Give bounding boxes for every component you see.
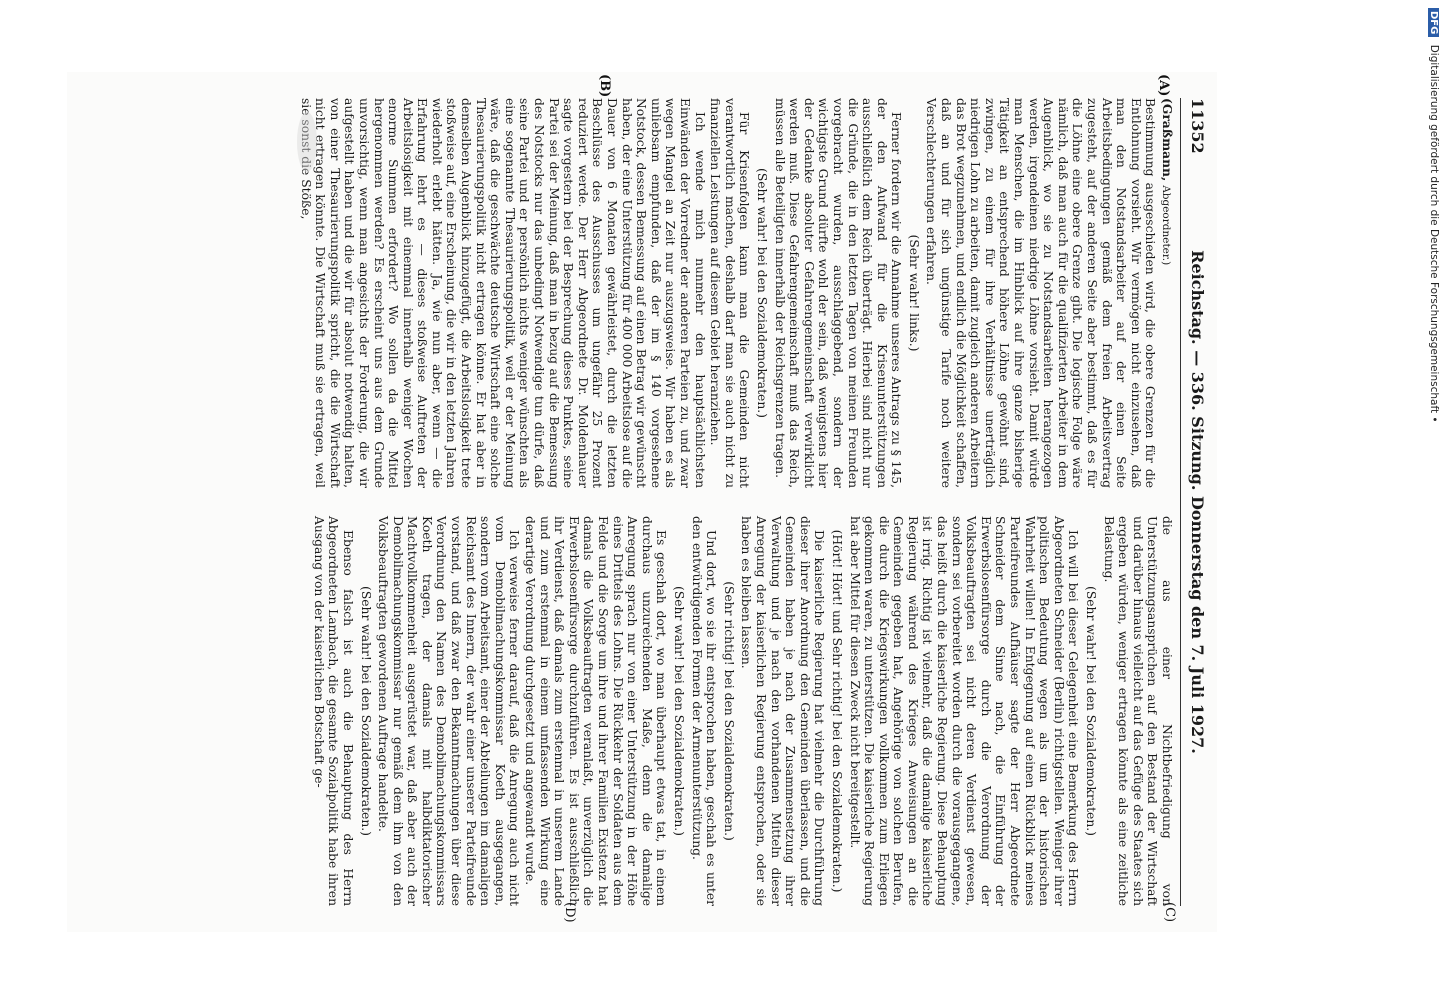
- margin-marker-c: (C): [1162, 902, 1177, 923]
- paragraph: die aus einer Nichtbefriedigung von Unterstützungsansprüchen auf den Bestand der Wirtschaft und darüber hinaus vielleicht auf das Gefüge des Staates sich ergeben würden, weniger ertragen könnte als eine zeitliche Belastung.: [1101, 516, 1174, 906]
- paragraph: Bestimmung ausgeschieden wird, die obere Grenzen für die Entlohnung vorsieht. Wir vermögen nicht einzusehen, daß man den Notstandsarbeiter auf der einen Seite Arbeitsbedingungen gemäß dem freien Arbeitsvertrag zugesteht, auf der anderen Seite aber bestimmt, daß es für die Löhne eine obere Grenze gibt. Die logische Folge wäre nämlich, daß man auch für die qualifizierten Arbeiter in dem Augenblick, wo sie zu Notstandsarbeiten herangezogen werden, irgendeinen niedrige Löhne vorsieht. Damit würde man Menschen, die im Hinblick auf ihre ganze bisherige Tätigkeit an entsprechend höhere Löhne gewöhnt sind, zwingen, zu einem für ihre Verhältnisse unerträglich niedrigen Lohn zu arbeiten, damit zugleich anderen Arbeitern das Brot wegzunehmen, und endlich die Möglichkeit schaffen, daß an und für sich ungünstige Tarife noch weitere Verschlechterungen erfahren.: [924, 98, 1158, 488]
- paragraph: Ich will bei dieser Gelegenheit eine Bemerkung des Herrn Abgeordneten Schneider (Berlin) richtigstellen. Weniger ihrer politischen Bedeutung wegen als um der historischen Wahrheit willen! In Entgegnung auf einen Rückblick meines Parteifreundes Aufhäuser sagte der Herr Abgeordnete Schneider dem Sinne nach, die Einführung der Erwerbslosenfürsorge durch die Verordnung der Volksbeauftragten sei nicht deren Verdienst gewesen, sondern sei vorbereitet worden durch die vorausgegangene, das heißt durch die kaiserliche Regierung. Diese Behauptung ist irrig. Richtig ist vielmehr, daß die damalige kaiserliche Regierung während des Krieges Anweisungen an die Gemeinden gegeben hat, Angehörige von solchen Berufen, die durch die Kriegswirkungen vollkommen zum Erliegen gekommen waren, zu unterstützen. Die kaiserliche Regierung hat aber Mittel für diesen Zweck nicht bereitgestellt.: [847, 516, 1081, 906]
- page-title: Reichstag. — 336. Sitzung. Donnerstag den 7. Juli 1927.: [1188, 250, 1207, 754]
- reaction: (Sehr wahr! bei den Sozialdemokraten.): [358, 586, 373, 836]
- paragraph: Ferner fordern wir die Annahme unseres Antrags zu § 145, der den Aufwand für die Krisenunterstützungen ausschließlich dem Reich überträgt. Hierbei sind nicht nur die Gründe, die in den letzten Tagen von meinen Freunden vorgebracht wurden, ausschlaggebend, sondern der wichtigste Grund dürfte wohl der sein, daß wenigstens hier der Gedanke absoluter Gefahrengemeinschaft verwirklicht werden muß. Diese Gefahrengemeinschaft muß das Reich, müssen alle Beteiligten innerhalb der Reichsgrenzen tragen.: [772, 98, 904, 488]
- paragraph: Ich wende mich nunmehr den hauptsächlichsten Einwänden der Vorredner der anderen Parteien zu, und zwar wegen Mangel an Zeit nur auszugsweise. Wir haben es als unliebsam empfunden, daß der im § 140 vorgesehene Notstock, dessen Bemessung auf einen Betrag wir gewünscht haben, der eine Unterstützung für 400 000 Arbeitslose auf die Dauer von 6 Monaten gewährleistet, durch die letzten Beschlüsse des Ausschusses um ungefähr 25 Prozent reduziert werde. Der Herr Abgeordnete Dr. Moldenhauer sagte vorgestern bei der Besprechung dieses Punktes, seine Partei sei der Meinung, daß man in bezug auf die Bemessung des Notstocks nur das unbedingt Notwendige tun dürfe, daß seine Partei und er persönlich nichts weniger wünschten als eine sogenannte Thesaurierungspolitik, weil er der Meinung wäre, daß die geschwächte deutsche Wirtschaft eine solche Thesaurierungspolitik nicht ertragen könne. Er hat aber in demselben Augenblick hinzugefügt, die Arbeitslosigkeit trete stoßweise auf, eine Erscheinung, die wir in den letzten Jahren wiederholt erlebt hätten. Ja, wie nun aber, wenn — die Erfahrung lehrt es — dieses stoßweise Auftreten der Arbeitslosigkeit mit einemmal innerhalb weniger Wochen enorme Summen erfordert? Wo sollen da die Mittel hergenommen werden? Es erscheint uns aus dem Grunde unvorsichtig, wenn man angesichts der Forderung, die wir aufgestellt haben und die wir für absolut notwendig halten, von einer Thesaurierungspolitik spricht, die die Wirtschaft nicht ertragen könnte. Die Wirtschaft muß sie ertragen, weil sie sonst die Stöße,: [298, 98, 707, 488]
- dfg-attribution-strip: [1422, 8, 1440, 1008]
- text-columns: [297, 98, 1180, 906]
- reaction: (Hört! Hört! und Sehr richtig! bei den Sozialdemokraten.): [829, 529, 844, 893]
- column-right: [297, 516, 1174, 906]
- column-left: [297, 98, 1174, 488]
- reaction: (Sehr wahr! bei den Sozialdemokraten.): [754, 168, 769, 418]
- dfg-logo: DFG: [1428, 8, 1439, 37]
- paragraph: Und dort, wo sie ihr entsprochen haben, geschah es unter den entwürdigenden Formen der Armenunterstützung.: [689, 516, 719, 906]
- speaker-name: (Graßmann,: [1160, 98, 1175, 182]
- reaction: (Sehr wahr! bei den Sozialdemokraten.): [1084, 586, 1099, 836]
- reaction: (Sehr wahr! links.): [906, 234, 921, 352]
- paragraph: Ich verweise ferner darauf, daß die Anregung auch nicht vom Demobilmachungskommissar Koeth ausgegangen, sondern vom Arbeitsamt, einer der Abteilungen im damaligen Reichsamt des Innern, der wahr einer unserer Parteifreunde vorstand, und daß zwar den Bekanntmachungen über diese Verordnung den Namen des Demobilmachungskommissars Koeth tragen, der damals mit halbdiktatorischer Machtvollkommenheit ausgerüstet war, daß aber auch der Demobilmachungskommissar nur gemäß dem ihm von den Volksbeauftragten gewordenen Auftrage handelte.: [376, 516, 522, 906]
- speaker-line: [1158, 98, 1174, 488]
- margin-marker-d: (D): [562, 902, 577, 923]
- paragraph: Es geschah dort, wo man überhaupt etwas tat, in einem durchaus unzureichenden Maße, denn die damalige Anregung sprach nur von einer Unterstützung in der Höhe eines Drittels des Lohns. Die Rückkehr der Soldaten aus dem Felde und die Sorge um ihre und ihrer Familien Existenz hat damals die Volksbeauftragten veranlaßt, unverzüglich die Erwerbslosenfürsorge durchzuführen. Es ist ausschließlich ihr Verdienst, daß damals zum erstenmal in unserem Lande und zum erstenmal in einem umfassenden Wirkung eine derartige Verordnung durchgesetzt und angewandt wurde.: [523, 516, 669, 906]
- dfg-attribution-text: Digitalisierung gefördert durch die Deutsche Forschungsgemeinschaft •: [1428, 44, 1440, 423]
- reaction: (Sehr wahr! bei den Sozialdemokraten.): [672, 586, 686, 836]
- paragraph: Die kaiserliche Regierung hat vielmehr die Durchführung dieser ihrer Anordnung den Gemeinden überlassen, und die Gemeinden haben je nach der Zusammensetzung ihrer Verwaltung und je nach den vorhandenen Mitteln dieser Anregung der kaiserlichen Regierung entsprochen, oder sie haben es bleiben lassen.: [739, 516, 827, 906]
- page-header: [1180, 98, 1211, 906]
- page-number: 11352: [1188, 98, 1207, 154]
- margin-marker-b: (B): [597, 74, 612, 98]
- scanned-page: [67, 72, 1217, 932]
- paragraph: Für Krisenfolgen kann man die Gemeinden nicht verantwortlich machen, deshalb darf man sie auch nicht zu finanziellen Leistungen auf diesem Gebiet heranziehen.: [708, 98, 752, 488]
- paragraph: Ebenso falsch ist auch die Behauptung des Herrn Abgeordneten Lambach, die gesamte Sozialpolitik habe ihren Ausgang von der kaiserlichen Botschaft ge-: [311, 516, 355, 906]
- margin-marker-a: (A): [1156, 74, 1171, 97]
- speaker-role: Abgeordneter.): [1160, 185, 1172, 266]
- reaction: (Sehr richtig! bei den Sozialdemokraten.): [721, 581, 736, 841]
